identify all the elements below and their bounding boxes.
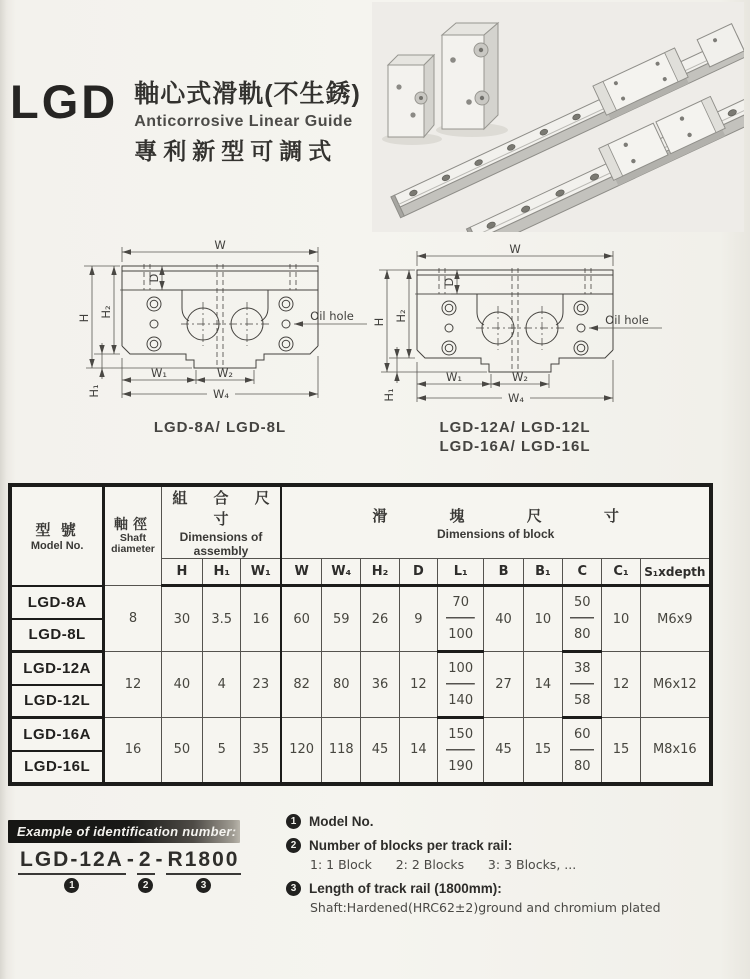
spec-value-H1: 5 <box>203 718 241 784</box>
spec-value-shaft: 8 <box>104 586 161 652</box>
spec-value-W1: 16 <box>241 586 281 652</box>
code-separator: - <box>126 848 136 871</box>
spec-value-C1: 10 <box>602 586 640 652</box>
spec-value-W4: 118 <box>322 718 361 784</box>
table-row <box>10 652 711 685</box>
model-cell: LGD-12A <box>10 652 104 685</box>
spec-value-S: M6x9 <box>640 586 711 652</box>
brand-logo-text: LGD <box>10 75 119 128</box>
support-block-small <box>388 55 434 137</box>
header-group-assembly: 組 合 尺 寸 Dimensions of assembly <box>161 485 281 559</box>
subheader-L1: L₁ <box>438 559 484 586</box>
spec-value-shaft: 12 <box>104 652 161 718</box>
spec-value-W4: 80 <box>322 652 361 718</box>
spec-value-H: 50 <box>161 718 202 784</box>
spec-value-W: 60 <box>281 586 321 652</box>
spec-value-W1: 23 <box>241 652 281 718</box>
code-separator: - <box>155 848 165 871</box>
spec-value-Cb: 58 <box>563 685 602 718</box>
spec-value-L1b: 140 <box>438 685 484 718</box>
code-segment-blocks: 2 2 <box>138 848 153 892</box>
oil-hole-label: Oil hole <box>310 309 354 323</box>
subheader-H2: H₂ <box>361 559 399 586</box>
support-block-large <box>442 23 498 129</box>
header-shaft-diameter: 軸徑 Shaft diameter <box>104 485 161 586</box>
subheader-H: H <box>161 559 202 586</box>
header-model-no: 型 號 Model No. <box>10 485 104 586</box>
product-title-zh: 軸心式滑軌(不生銹) <box>134 80 361 108</box>
dim-label-d: D <box>147 273 161 283</box>
dimension-drawing <box>70 240 370 408</box>
spec-value-H1: 3.5 <box>203 586 241 652</box>
spec-table <box>8 483 713 786</box>
dim-label-w1: W₁ <box>151 366 167 380</box>
code-segment-length: R1800 3 <box>167 848 240 892</box>
spec-value-Ca: 50 <box>563 586 602 619</box>
subheader-W4: W₄ <box>322 559 361 586</box>
legend-3-badge: 3 <box>286 881 301 896</box>
spec-value-H: 30 <box>161 586 202 652</box>
spec-value-H2: 36 <box>361 652 399 718</box>
table-row <box>10 718 711 751</box>
model-cell: LGD-12L <box>10 685 104 718</box>
callout-3-badge: 3 <box>196 878 211 893</box>
dim-label-w4: W₄ <box>213 387 229 401</box>
spec-value-W4: 59 <box>322 586 361 652</box>
spec-value-W1: 35 <box>241 718 281 784</box>
spec-value-Ca: 60 <box>563 718 602 751</box>
dim-label-w: W <box>214 240 226 252</box>
code-segment-model: LGD-12A 1 <box>20 848 124 892</box>
spec-value-B1: 14 <box>523 652 562 718</box>
legend-item-model: 1 Model No. <box>286 814 726 829</box>
legend-1-badge: 1 <box>286 814 301 829</box>
subheader-S1xdepth: S₁xdepth <box>640 559 711 586</box>
subheader-B: B <box>484 559 523 586</box>
header-group-block: 滑 塊 尺 寸 Dimensions of block <box>281 485 711 559</box>
spec-value-L1a: 150 <box>438 718 484 751</box>
title-block <box>10 74 361 166</box>
dim-label-h2: H₂ <box>99 305 113 319</box>
subheader-W1: W₁ <box>241 559 281 586</box>
spec-table-section <box>8 483 715 786</box>
model-cell: LGD-8A <box>10 586 104 619</box>
spec-value-W: 120 <box>281 718 321 784</box>
dim-label-h1: H₁ <box>87 384 101 398</box>
title-lines <box>134 74 361 166</box>
callout-2-badge: 2 <box>138 878 153 893</box>
legend-item-length: 3 Length of track rail (1800mm): Shaft:Hardened(HRC62±2)ground and chromium plated <box>286 881 726 915</box>
legend-item-blocks: 2 Number of blocks per track rail: 1: 1 Block 2: 2 Blocks 3: 3 Blocks, ... <box>286 838 726 872</box>
diagram-caption-small: LGD-8A/ LGD-8L <box>153 419 287 436</box>
spec-value-Cb: 80 <box>563 751 602 784</box>
spec-value-L1a: 100 <box>438 652 484 685</box>
diagram-caption-large <box>365 419 665 457</box>
model-cell: LGD-16A <box>10 718 104 751</box>
subheader-H1: H₁ <box>203 559 241 586</box>
identification-legend <box>286 814 726 924</box>
spec-value-D: 14 <box>399 718 437 784</box>
spec-value-Cb: 80 <box>563 619 602 652</box>
subheader-C: C <box>563 559 602 586</box>
subheader-D: D <box>399 559 437 586</box>
model-cell: LGD-16L <box>10 751 104 784</box>
spec-value-shaft: 16 <box>104 718 161 784</box>
dim-label-h: H <box>77 313 91 323</box>
dimension-diagram-small <box>70 240 370 436</box>
spec-value-C1: 12 <box>602 652 640 718</box>
spec-value-H2: 45 <box>361 718 399 784</box>
subheader-C1: C₁ <box>602 559 640 586</box>
spec-value-B: 27 <box>484 652 523 718</box>
spec-value-W: 82 <box>281 652 321 718</box>
diagram-caption-large-line2: LGD-16A/ LGD-16L <box>439 437 591 455</box>
spec-value-L1a: 70 <box>438 586 484 619</box>
dimension-diagram-large <box>365 244 665 457</box>
identification-code <box>18 849 241 893</box>
product-photo <box>372 2 744 232</box>
spec-value-Ca: 38 <box>563 652 602 685</box>
spec-value-H: 40 <box>161 652 202 718</box>
spec-value-H1: 4 <box>203 652 241 718</box>
spec-value-C1: 15 <box>602 718 640 784</box>
product-subtitle-zh: 專利新型可調式 <box>134 138 338 164</box>
spec-value-B: 40 <box>484 586 523 652</box>
dim-label-w2: W₂ <box>217 366 233 380</box>
identification-banner: Example of identification number: <box>8 820 240 843</box>
dimension-drawing-reuse <box>365 244 665 412</box>
product-title-en: Anticorrosive Linear Guide <box>134 113 353 130</box>
spec-value-B1: 15 <box>523 718 562 784</box>
product-photo-illustration <box>372 2 744 232</box>
spec-value-L1b: 100 <box>438 619 484 652</box>
model-cell: LGD-8L <box>10 619 104 652</box>
diagram-caption-large-line1: LGD-12A/ LGD-12L <box>439 419 591 436</box>
spec-value-D: 12 <box>399 652 437 718</box>
spec-value-B: 45 <box>484 718 523 784</box>
legend-2-badge: 2 <box>286 838 301 853</box>
spec-value-D: 9 <box>399 586 437 652</box>
spec-value-S: M8x16 <box>640 718 711 784</box>
subheader-W: W <box>281 559 321 586</box>
table-row <box>10 586 711 619</box>
spec-value-L1b: 190 <box>438 751 484 784</box>
subheader-B1: B₁ <box>523 559 562 586</box>
spec-value-H2: 26 <box>361 586 399 652</box>
spec-value-B1: 10 <box>523 586 562 652</box>
spec-value-S: M6x12 <box>640 652 711 718</box>
callout-1-badge: 1 <box>64 878 79 893</box>
